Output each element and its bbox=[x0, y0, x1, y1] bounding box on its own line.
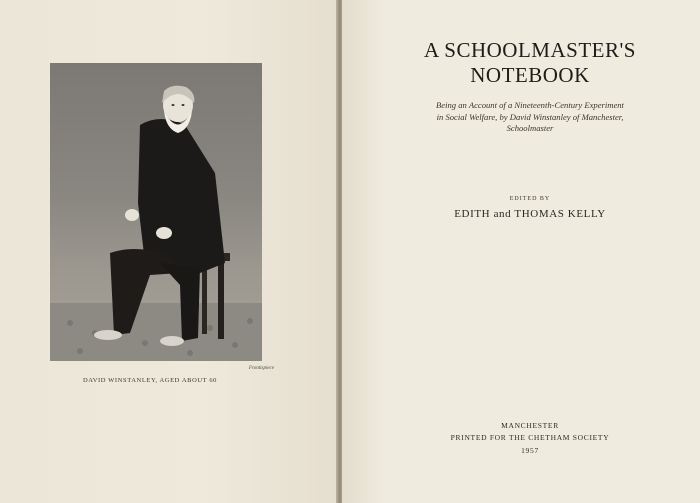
edited-by-label: EDITED BY bbox=[509, 196, 551, 202]
imprint-place: MANCHESTER bbox=[501, 421, 559, 430]
title-line-1: A SCHOOLMASTER'S bbox=[424, 38, 636, 62]
photo-caption: DAVID WINSTANLEY, AGED ABOUT 60 bbox=[82, 377, 218, 384]
left-page bbox=[0, 0, 338, 503]
frontispiece-photo bbox=[50, 63, 262, 361]
book-title bbox=[400, 38, 660, 88]
frontispiece-label: Frontispiece bbox=[248, 366, 274, 371]
imprint bbox=[420, 420, 640, 457]
portrait-photograph-icon bbox=[50, 63, 262, 361]
editors-names: EDITH and THOMAS KELLY bbox=[454, 208, 606, 220]
imprint-year: 1957 bbox=[521, 445, 539, 455]
book-subtitle: Being an Account of a Nineteenth-Century Experiment in Social Welfare, by David Winstanley of Manchester, Schoolmaster bbox=[436, 100, 624, 134]
title-line-2: NOTEBOOK bbox=[470, 63, 590, 88]
imprint-printer: PRINTED FOR THE CHETHAM SOCIETY bbox=[450, 433, 610, 443]
